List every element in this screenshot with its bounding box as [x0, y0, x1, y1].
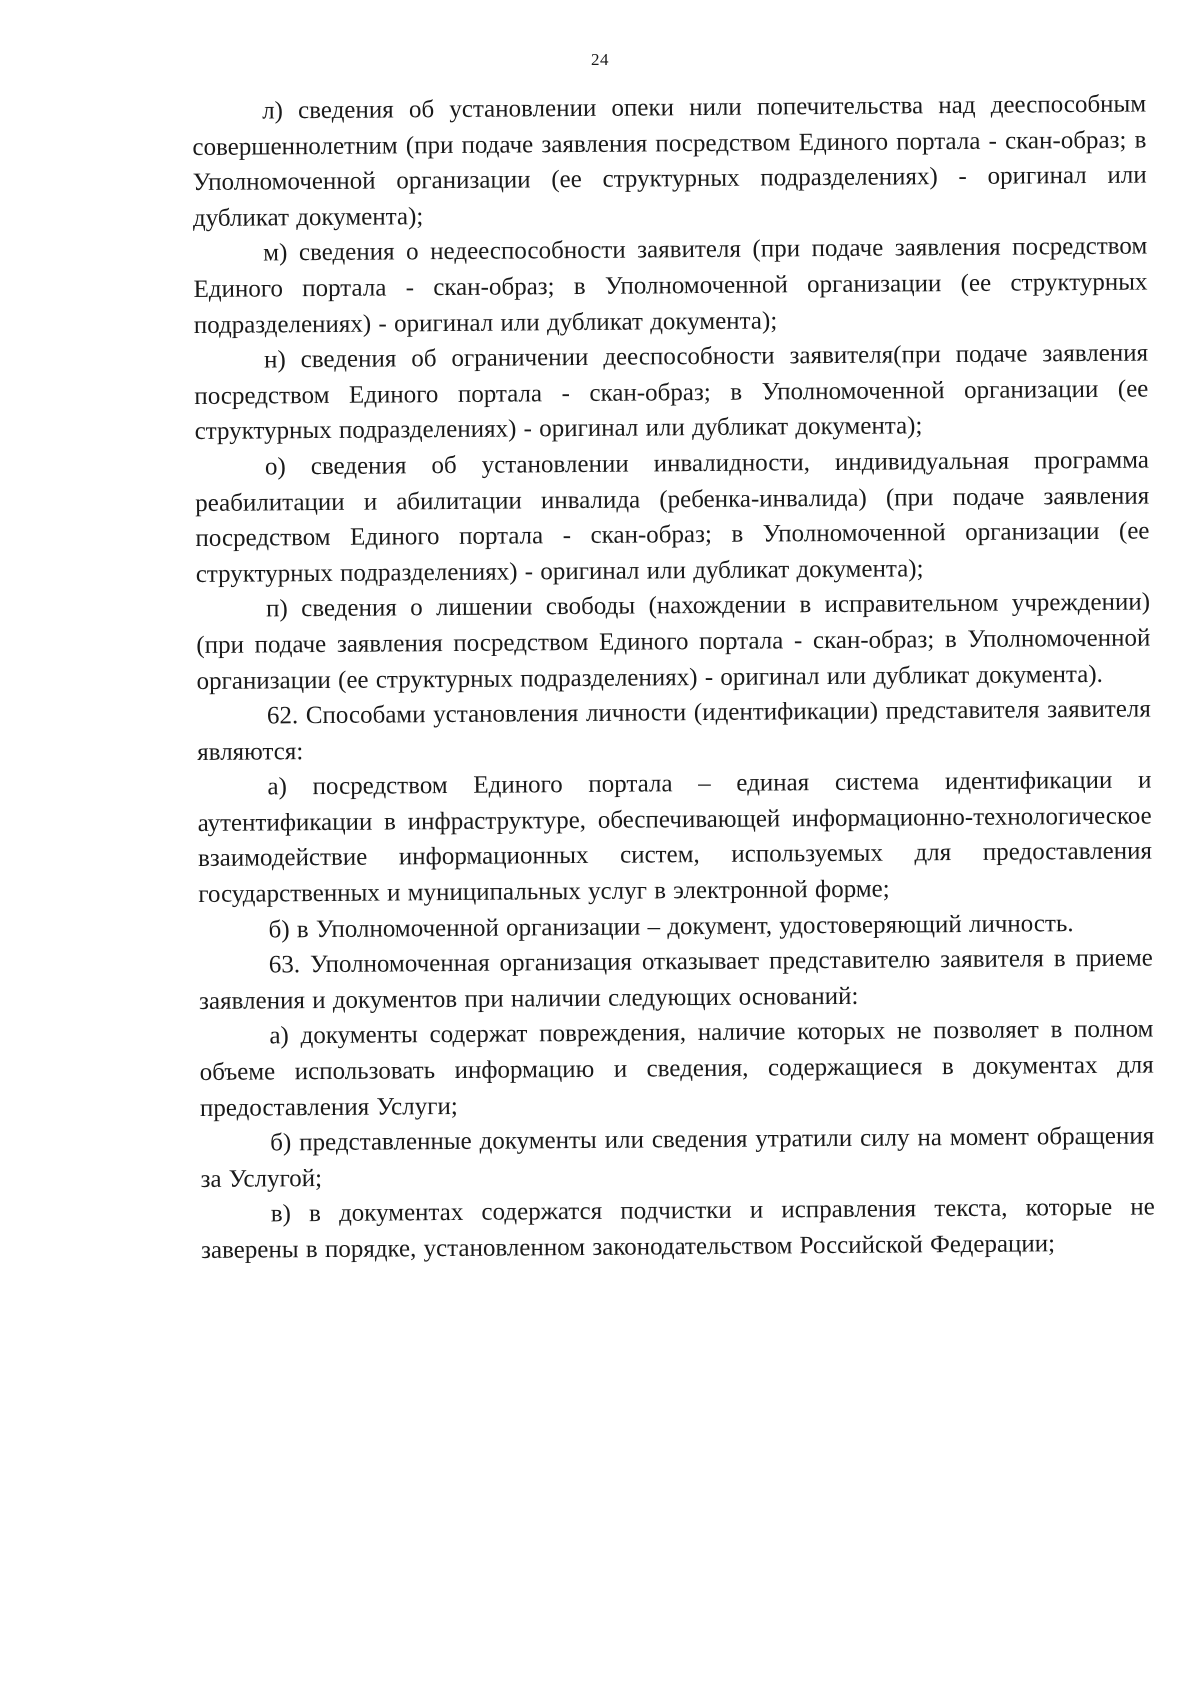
paragraph-63-b: б) представленные документы или сведения утратили силу на момент обращения за Услугой;	[200, 1122, 1155, 1193]
document-body	[192, 87, 1155, 1269]
page-number: 24	[591, 50, 609, 69]
paragraph-n: н) сведения об ограничении дееспособности заявителя(при подаче заявления посредством Единого портала - скан-образ; в Уполномоченной организации (ее структурных подразделениях) - оригинал или дубликат документа);	[194, 339, 1149, 446]
paragraph-62-a: а) посредством Единого портала – единая система идентификации и аутентификации в инфраструктуре, обеспечивающей информационно-технологическое взаимодействие информационных систем, используемых для предоставления государственных и муниципальных услуг в электронной форме;	[197, 766, 1153, 909]
paragraph-63-a: а) документы содержат повреждения, наличие которых не позволяет в полном объеме использовать информацию и сведения, содержащиеся в документах для предоставления Услуги;	[199, 1015, 1154, 1122]
paragraph-o: о) сведения об установлении инвалидности, индивидуальная программа реабилитации и абилитации инвалида (ребенка-инвалида) (при подаче заявления посредством Единого портала - скан-образ; в Уполномоченной организации (ее структурных подразделениях) - оригинал или дубликат документа);	[195, 446, 1150, 588]
paragraph-63-v: в) в документах содержатся подчистки и исправления текста, которые не заверены в порядке, установленном законодательством Российской Федерации;	[200, 1193, 1155, 1264]
paragraph-62-b: б) в Уполномоченной организации – документ, удостоверяющий личность.	[268, 909, 1074, 944]
paragraph-l: л) сведения об установлении опеки нили попечительства над дееспособным совершеннолетним (при подаче заявления посредством Единого портала - скан-образ; в Уполномоченной организации (ее структурных подразделениях) - оригинал или дубликат документа);	[192, 90, 1147, 232]
paragraph-63: 63. Уполномоченная организация отказывает представителю заявителя в приеме заявления и документов при наличии следующих оснований:	[199, 944, 1153, 1015]
paragraph-p: п) сведения о лишении свободы (нахождении в исправительном учреждении) (при подаче заявления посредством Единого портала - скан-образ; в Уполномоченной организации (ее структурных подразделениях) - оригинал или дубликат документа).	[196, 588, 1151, 695]
paragraph-m: м) сведения о недееспособности заявителя (при подаче заявления посредством Единого портала - скан-образ; в Уполномоченной организации (ее структурных подразделениях) - оригинал или дубликат документа);	[193, 232, 1148, 339]
paragraph-62: 62. Способами установления личности (идентификации) представителя заявителя являются:	[197, 695, 1151, 766]
